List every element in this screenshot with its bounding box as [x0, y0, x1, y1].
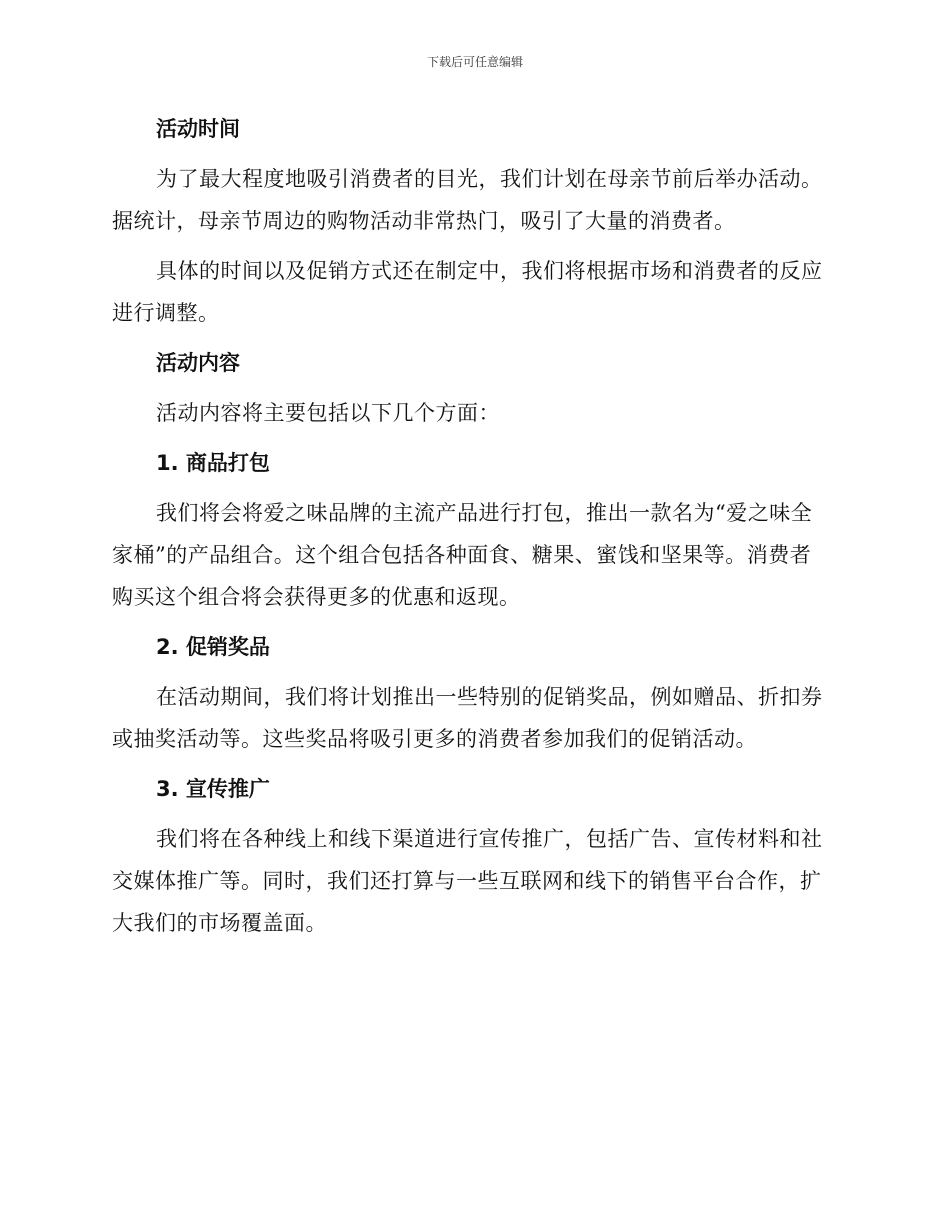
section-heading-activity-content: 活动内容: [156, 351, 240, 375]
section-heading-activity-time: 活动时间: [156, 117, 240, 141]
paragraph: 为了最大程度地吸引消费者的目光，我们计划在母亲节前后举办活动。据统计，母亲节周边的购物活动非常热门，吸引了大量的消费者。: [112, 167, 823, 233]
section-heading-promotion: 3. 宣传推广: [156, 777, 270, 801]
paragraph: 我们将会将爱之味品牌的主流产品进行打包，推出一款名为“爱之味全家桶”的产品组合。这个组合包括各种面食、糖果、蜜饯和坚果等。消费者购买这个组合将会获得更多的优惠和返现。: [112, 501, 813, 609]
page-header: 下载后可任意编辑: [426, 55, 523, 69]
paragraph: 具体的时间以及促销方式还在制定中，我们将根据市场和消费者的反应进行调整。: [112, 259, 823, 325]
paragraph: 活动内容将主要包括以下几个方面：: [156, 401, 500, 425]
paragraph: 我们将在各种线上和线下渠道进行宣传推广，包括广告、宣传材料和社交媒体推广等。同时，我们还打算与一些互联网和线下的销售平台合作，扩大我们的市场覆盖面。: [112, 827, 823, 935]
document-body: [112, 108, 832, 952]
section-heading-product-bundle: 1. 商品打包: [156, 451, 270, 475]
paragraph: 在活动期间，我们将计划推出一些特别的促销奖品，例如赠品、折扣券或抽奖活动等。这些奖品将吸引更多的消费者参加我们的促销活动。: [112, 685, 823, 751]
section-heading-promo-prizes: 2. 促销奖品: [156, 635, 270, 659]
